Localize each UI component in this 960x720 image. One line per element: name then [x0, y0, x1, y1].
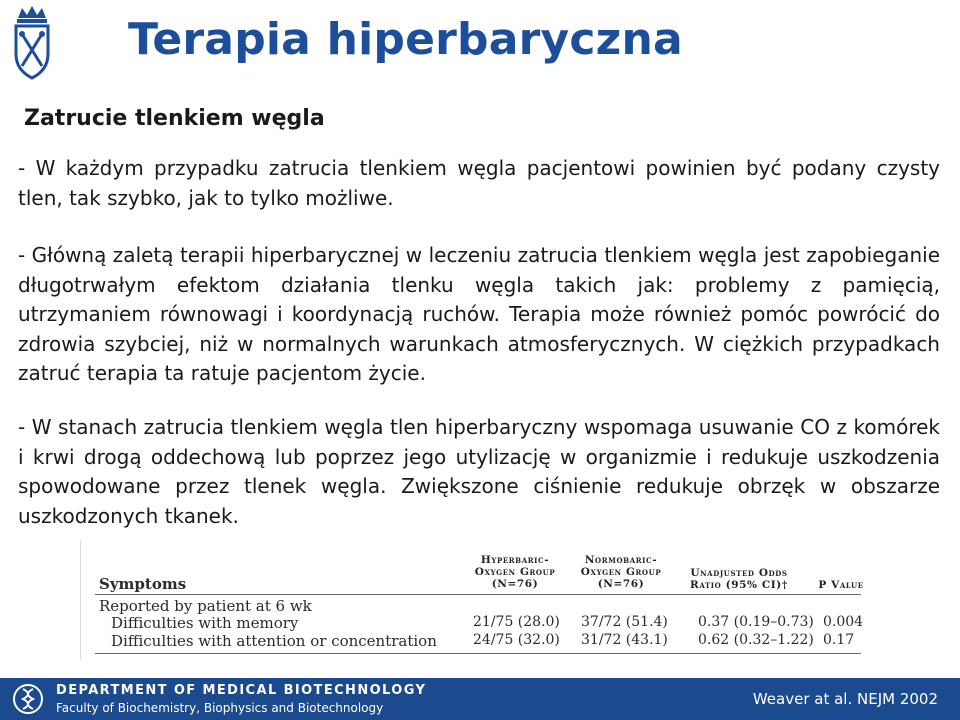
column-header-odds-ratio: Unadjusted Odds Ratio (95% CI)† — [690, 567, 788, 591]
cell-memory-or: 0.37 (0.19–0.73) — [698, 614, 814, 630]
column-header-nbo: Normobaric-Oxygen Group (N=76) — [580, 554, 662, 590]
page-title: Terapia hiperbaryczna — [128, 14, 683, 65]
paragraph-oxygen-asap: - W każdym przypadku zatrucia tlenkiem węgla pacjentowi powinien być podany czysty tlen, tak szybko, jak to tylko możliwe. — [18, 156, 940, 210]
paragraph-co-removal: - W stanach zatrucia tlenkiem węgla tlen hiperbaryczny wspomaga usuwanie CO z komórek i krwi drogą oddechową lub poprzez jego utylizację w organizmie i redukuje uszkodzenia spowodowane przez tlenek węgla. Zwiększone ciśnienie redukuje obrzęk w obszarze uszkodzonych tkanek. — [18, 415, 940, 528]
citation: Weaver at al. NEJM 2002 — [752, 690, 938, 708]
cell-attention-hbo: 24/75 (32.0) — [473, 632, 560, 648]
row-label-memory: Difficulties with memory — [111, 614, 299, 632]
university-crest-icon — [10, 4, 54, 86]
cell-attention-p: 0.17 — [823, 632, 855, 648]
table-divider — [95, 594, 861, 595]
table-subheading: Reported by patient at 6 wk — [99, 597, 312, 615]
section-title: Zatrucie tlenkiem węgla — [24, 106, 325, 131]
faculty-logo-icon — [12, 683, 44, 715]
footer-bar — [0, 678, 960, 720]
symptoms-table — [81, 541, 881, 659]
cell-memory-nbo: 37/72 (51.4) — [581, 614, 668, 630]
table-bottom-rule — [95, 653, 861, 654]
study-table-image — [80, 541, 880, 659]
faculty-name: Faculty of Biochemistry, Biophysics and Biotechnology — [56, 701, 384, 715]
column-header-hbo: Hyperbaric-Oxygen Group (N=76) — [474, 554, 556, 590]
cell-memory-hbo: 21/75 (28.0) — [473, 614, 560, 630]
column-header-p-value: P Value — [818, 579, 864, 591]
paragraph-main-advantage: - Główną zaletą terapii hiperbarycznej w leczeniu zatrucia tlenkiem węgla jest zapobieganie długotrwałym efektom działania tlenku węgla takich jak: problemy z pamięcią, utrzymaniem równowagi i koordynacją ruchów. Terapia może również pomóc powrócić do zdrowia szybciej, niż w normalnych warunkach atmosferycznych. W ciężkich przypadkach zatruć terapia ta ratuje pacjentom życie. — [18, 243, 940, 385]
row-label-attention: Difficulties with attention or concentration — [111, 632, 437, 650]
cell-attention-or: 0.62 (0.32–1.22) — [698, 632, 814, 648]
cell-memory-p: 0.004 — [823, 614, 864, 630]
symptoms-label: Symptoms — [99, 575, 187, 593]
cell-attention-nbo: 31/72 (43.1) — [581, 632, 668, 648]
department-name: DEPARTMENT OF MEDICAL BIOTECHNOLOGY — [56, 683, 427, 698]
slide-header — [0, 0, 960, 90]
